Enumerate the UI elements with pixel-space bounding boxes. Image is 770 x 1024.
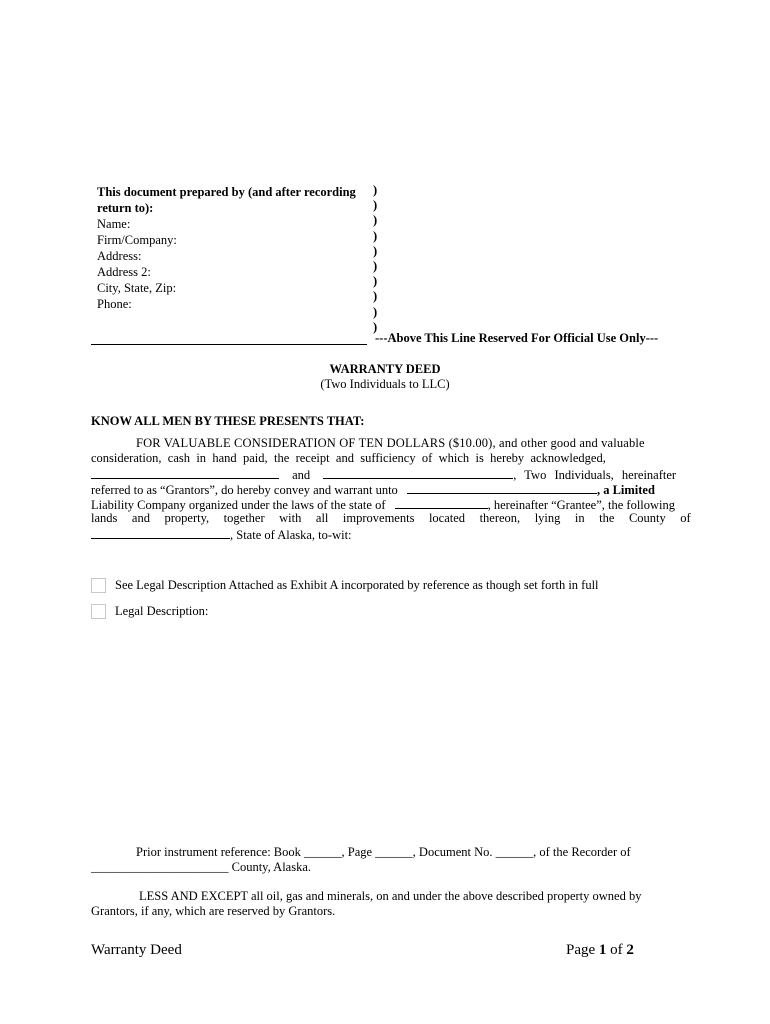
prior-line: Prior instrument reference: Book ______, Page ______, Document No. ______, of the Recorder of [136,845,631,859]
less-line: Grantors, if any, which are reserved by Grantors. [91,904,336,918]
paren: ) [373,243,378,258]
preparer-name-label: Name: [97,217,131,231]
deed-subtitle: (Two Individuals to LLC) [320,377,450,391]
footer-document-name: Warranty Deed [91,942,182,958]
deed-title: WARRANTY DEED [329,362,441,376]
of-label: of [610,942,623,958]
grantor-2-blank[interactable] [323,466,513,479]
grantor-1-blank[interactable] [91,466,279,479]
legal-description-option[interactable] [91,602,208,620]
body-text: referred to as “Grantors”, do hereby convey and warrant unto [91,483,398,497]
paren: ) [373,304,378,319]
know-all-heading: KNOW ALL MEN BY THESE PRESENTS THAT: [91,414,365,428]
body-line [91,526,679,541]
paren: ) [373,213,378,228]
paren: ) [373,183,378,197]
body-text: , State of Alaska, to-wit: [230,528,352,542]
preparer-address-label: Address: [97,249,142,263]
legal-description-label: Legal Description: [115,603,209,618]
body-line [91,466,679,481]
paren-column [373,183,383,335]
preparer-block [97,184,367,312]
reserved-notice: ---Above This Line Reserved For Official Use Only--- [375,331,659,345]
recording-divider [91,344,367,345]
less-and-except [91,889,681,919]
page-current: 1 [598,942,607,958]
state-blank[interactable] [395,496,488,509]
and-text: and [292,468,311,482]
prior-instrument-reference [91,845,681,875]
body-line [91,436,679,451]
body-text: lands and property, together with all improvements located thereon, lying in the County of [91,511,691,525]
exhibit-label: See Legal Description Attached as Exhibit A incorporated by reference as though set forth in full [115,577,599,592]
body-line [91,511,691,526]
paren: ) [373,198,378,213]
preparer-heading: This document prepared by (and after recording [97,185,356,199]
county-blank[interactable] [91,526,230,539]
preparer-firm-label: Firm/Company: [97,233,177,247]
less-line: LESS AND EXCEPT all oil, gas and minerals, on and under the above described property owned by [139,889,642,903]
preparer-address2-label: Address 2: [97,265,151,279]
preparer-city-label: City, State, Zip: [97,281,177,295]
paren: ) [373,228,378,243]
paren: ) [373,274,378,289]
paren: ) [373,289,378,304]
body-line [91,481,679,496]
body-text: , a Limited [596,483,655,497]
exhibit-option[interactable] [91,576,599,594]
body-line [91,496,679,511]
body-text: Liability Company organized under the laws of the state of [91,498,386,512]
body-text: , hereinafter “Grantee”, the following [487,498,676,512]
conveyance-paragraph [91,436,691,542]
preparer-heading-cont: return to): [97,201,154,215]
body-line [91,451,679,466]
exhibit-checkbox[interactable] [91,578,106,593]
legal-description-checkbox[interactable] [91,604,106,619]
preparer-phone-label: Phone: [97,297,132,311]
prior-line: ______________________ County, Alaska. [91,860,312,874]
page-total: 2 [626,942,634,958]
grantee-blank[interactable] [407,481,597,494]
page-label: Page [566,942,596,958]
footer-page-number [566,943,634,958]
body-text: FOR VALUABLE CONSIDERATION OF TEN DOLLARS ($10.00), and other good and valuable [136,436,645,450]
paren: ) [373,258,378,273]
paren: ) [373,319,378,334]
body-text: consideration, cash in hand paid, the receipt and sufficiency of which is hereby acknowledged, [91,451,606,465]
body-text: , Two Individuals, hereinafter [513,468,677,482]
